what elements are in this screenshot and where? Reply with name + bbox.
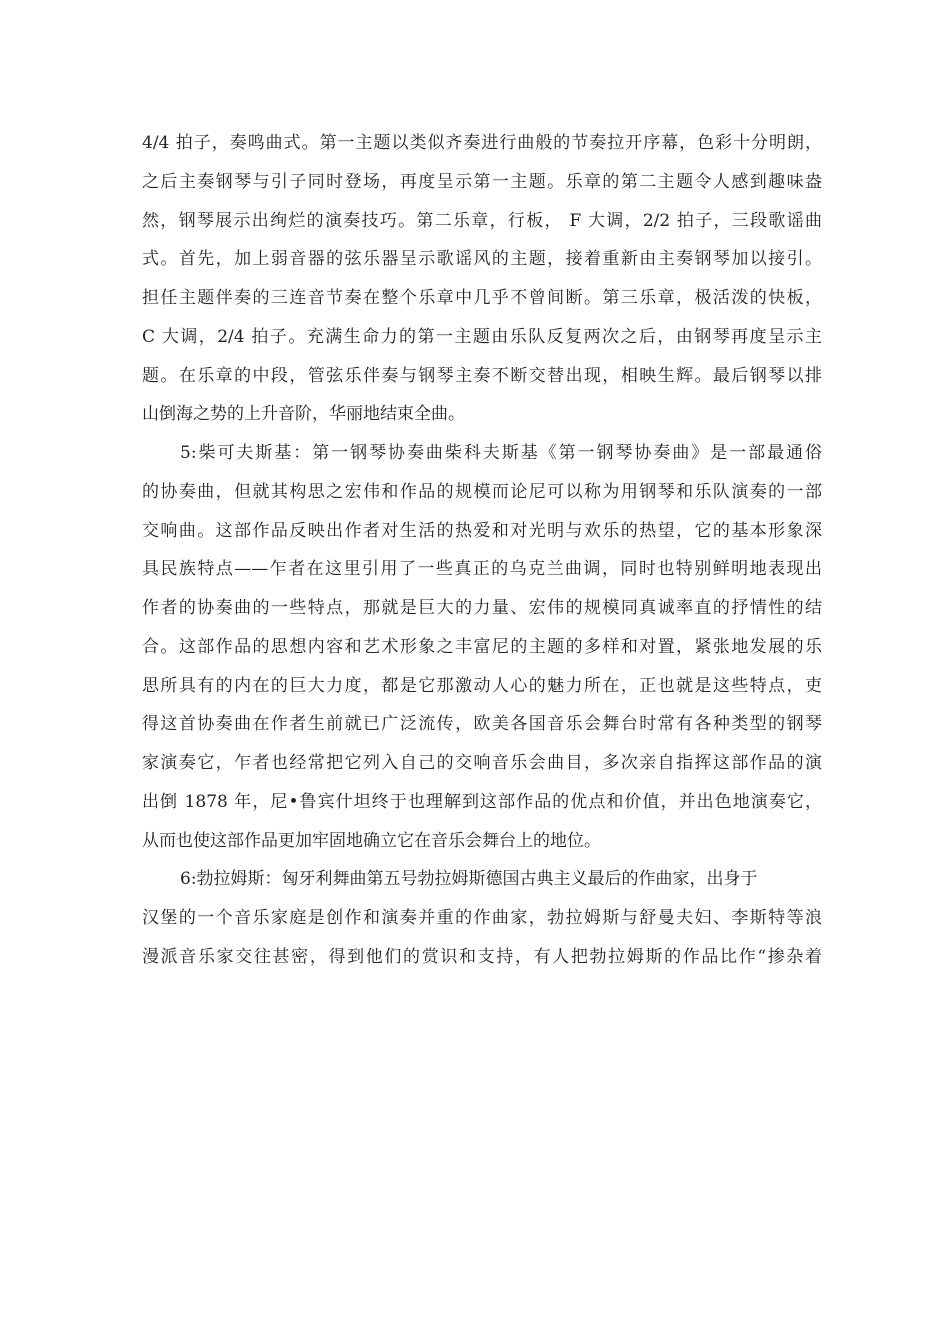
paragraph-tchaikovsky [142,434,822,860]
text-line: 得这首协奏曲在作者生前就已广泛流传，欧美各国音乐会舞台时常有各种类型的钢琴 [142,714,822,735]
text-line: 的协奏曲，但就其构思之宏伟和作品的规模而论尼可以称为用钢琴和乐队演奏的一部 [142,481,822,502]
text-line: 之后主奏钢琴与引子同时登场，再度呈示第一主题。乐章的第二主题令人感到趣味盎 [142,171,822,192]
paragraph-brahms [142,860,822,976]
text-line: 汉堡的一个音乐家庭是创作和演奏并重的作曲家，勃拉姆斯与舒曼夫妇、李斯特等浪 [142,908,822,928]
text-line: 思所具有的内在的巨大力度，都是它那激动人心的魅力所在，正也就是这些特点，吏 [142,675,822,696]
text-line: 具民族特点——乍者在这里引用了一些真正的乌克兰曲调，同时也特别鲜明地表现出 [142,559,822,580]
text-line: 漫派音乐家交往甚密，得到他们的赏识和支持，有人把勃拉姆斯的作品比作“掺杂着 [142,946,822,967]
paragraph-symphony-movements [142,124,822,434]
text-line: 4/4 拍子，奏鸣曲式。第一主题以类似齐奏进行曲般的节奏拉开序幕，色彩十分明朗， [142,133,822,153]
text-line: 合。这部作品的思想内容和艺术形象之丰富尼的主题的多样和对置，紧张地发展的乐 [142,636,822,657]
text-line-heading: 5:柴可夫斯基：第一钢琴协奏曲柴科夫斯基《第一钢琴协奏曲》是一部最通俗 [180,443,822,463]
text-line: 山倒海之势的上升音阶，华丽地结束全曲。 [142,404,465,425]
text-line: 担任主题伴奏的三连音节奏在整个乐章中几乎不曾间断。第三乐章，极活泼的快板， [142,288,822,308]
text-line: 从而也使这部作品更加牢固地确立它在音乐会舞台上的地位。 [142,830,601,851]
text-line: 家演奏它，乍者也经常把它列入自己的交响音乐会曲目，多次亲自指挥这部作品的演 [142,753,822,773]
text-line: 交响曲。这部作品反映出作者对生活的热爱和对光明与欢乐的热望，它的基本形象深 [142,520,822,541]
text-line: 题。在乐章的中段，管弦乐伴奏与钢琴主奏不断交替出现，相映生辉。最后钢琴以排 [142,365,822,386]
text-line: 式。首先，加上弱音器的弦乐器呈示歌谣风的主题，接着重新由主奏钢琴加以接引。 [142,249,822,270]
text-line-heading: 6:勃拉姆斯：匈牙利舞曲第五号勃拉姆斯德国古典主义最后的作曲家，出身于 [180,869,758,890]
text-line: 然，钢琴展示出绚烂的演奏技巧。第二乐章，行板， F 大调，2/2 拍子，三段歌谣曲 [142,210,822,231]
text-line: 作者的协奏曲的一些特点，那就是巨大的力量、宏伟的规模同真诚率直的抒情性的结 [142,598,822,618]
text-line: C 大调，2/4 拍子。充满生命力的第一主题由乐队反复两次之后，由钢琴再度呈示主 [142,326,822,347]
document-body [142,124,822,977]
text-line: 出倒 1878 年，尼•鲁宾什坦终于也理解到这部作品的优点和价值，并出色地演奏它， [142,791,822,812]
